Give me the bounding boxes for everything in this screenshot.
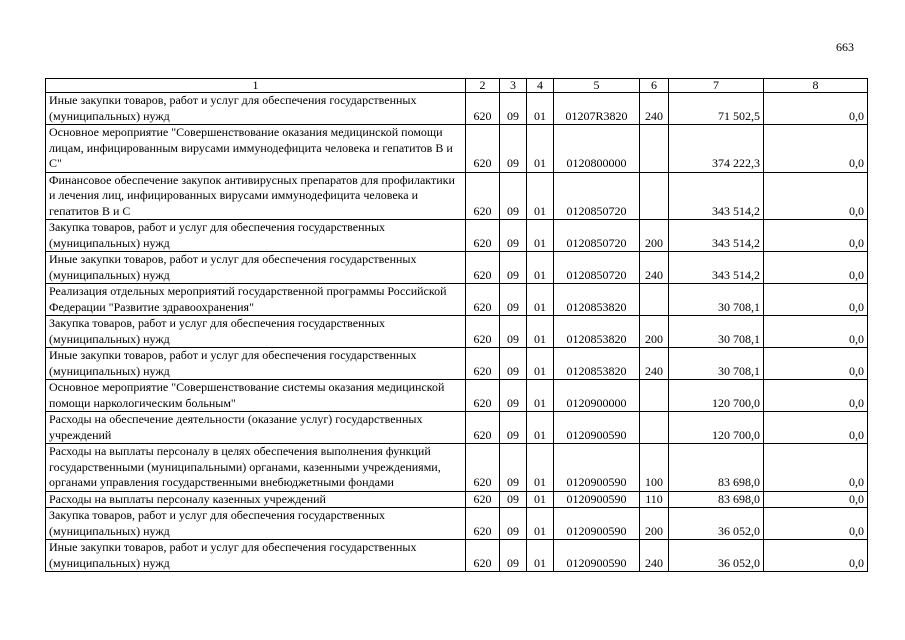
ministry-code-cell: 620 <box>466 252 500 284</box>
section-cell: 09 <box>500 508 527 540</box>
amount-cell: 71 502,5 <box>669 93 764 125</box>
subsection-cell: 01 <box>527 220 554 252</box>
ministry-code-cell: 620 <box>466 125 500 173</box>
target-article-cell: 0120853820 <box>554 284 640 316</box>
ministry-code-cell: 620 <box>466 220 500 252</box>
section-cell: 09 <box>500 93 527 125</box>
subsection-cell: 01 <box>527 412 554 444</box>
amount-cell-2: 0,0 <box>764 252 868 284</box>
ministry-code-cell: 620 <box>466 348 500 380</box>
section-cell: 09 <box>500 125 527 173</box>
ministry-code-cell: 620 <box>466 284 500 316</box>
table-row <box>46 284 868 316</box>
expense-type-cell: 110 <box>640 491 669 508</box>
subsection-cell: 01 <box>527 172 554 220</box>
ministry-code-cell: 620 <box>466 316 500 348</box>
subsection-cell: 01 <box>527 508 554 540</box>
expense-type-cell: 240 <box>640 93 669 125</box>
column-header: 5 <box>554 79 640 93</box>
row-name-cell: Иные закупки товаров, работ и услуг для обеспечения государственных (муниципальных) нужд <box>46 540 466 572</box>
subsection-cell: 01 <box>527 252 554 284</box>
subsection-cell: 01 <box>527 380 554 412</box>
row-name-cell: Финансовое обеспечение закупок антивирусных препаратов для профилактики и лечения лиц, инфицированных вирусами иммунодефицита человека и гепатитов В и С <box>46 172 466 220</box>
amount-cell-2: 0,0 <box>764 540 868 572</box>
amount-cell-2: 0,0 <box>764 125 868 173</box>
column-header: 8 <box>764 79 868 93</box>
table-row <box>46 93 868 125</box>
target-article-cell: 0120900590 <box>554 491 640 508</box>
amount-cell-2: 0,0 <box>764 316 868 348</box>
expense-type-cell: 240 <box>640 252 669 284</box>
budget-table <box>45 78 868 572</box>
row-name-cell: Иные закупки товаров, работ и услуг для обеспечения государственных (муниципальных) нужд <box>46 252 466 284</box>
ministry-code-cell: 620 <box>466 412 500 444</box>
expense-type-cell: 200 <box>640 508 669 540</box>
section-cell: 09 <box>500 412 527 444</box>
section-cell: 09 <box>500 444 527 492</box>
ministry-code-cell: 620 <box>466 444 500 492</box>
subsection-cell: 01 <box>527 540 554 572</box>
subsection-cell: 01 <box>527 348 554 380</box>
amount-cell: 120 700,0 <box>669 412 764 444</box>
table-row <box>46 348 868 380</box>
table-row <box>46 508 868 540</box>
amount-cell-2: 0,0 <box>764 93 868 125</box>
table-row <box>46 172 868 220</box>
row-name-cell: Иные закупки товаров, работ и услуг для обеспечения государственных (муниципальных) нужд <box>46 348 466 380</box>
amount-cell: 343 514,2 <box>669 220 764 252</box>
table-row <box>46 380 868 412</box>
amount-cell: 343 514,2 <box>669 252 764 284</box>
table-row <box>46 412 868 444</box>
amount-cell: 120 700,0 <box>669 380 764 412</box>
target-article-cell: 01207R3820 <box>554 93 640 125</box>
subsection-cell: 01 <box>527 125 554 173</box>
subsection-cell: 01 <box>527 93 554 125</box>
section-cell: 09 <box>500 491 527 508</box>
row-name-cell: Расходы на выплаты персоналу в целях обеспечения выполнения функций государственными (муниципальными) органами, казенными учреждениями, органами управления государственными внебюджетными фондами <box>46 444 466 492</box>
row-name-cell: Расходы на выплаты персоналу казенных учреждений <box>46 491 466 508</box>
subsection-cell: 01 <box>527 284 554 316</box>
amount-cell-2: 0,0 <box>764 284 868 316</box>
table-row <box>46 540 868 572</box>
section-cell: 09 <box>500 284 527 316</box>
section-cell: 09 <box>500 172 527 220</box>
row-name-cell: Иные закупки товаров, работ и услуг для обеспечения государственных (муниципальных) нужд <box>46 93 466 125</box>
amount-cell-2: 0,0 <box>764 508 868 540</box>
target-article-cell: 0120850720 <box>554 172 640 220</box>
subsection-cell: 01 <box>527 316 554 348</box>
section-cell: 09 <box>500 540 527 572</box>
column-header: 7 <box>669 79 764 93</box>
column-header: 1 <box>46 79 466 93</box>
target-article-cell: 0120850720 <box>554 220 640 252</box>
ministry-code-cell: 620 <box>466 491 500 508</box>
expense-type-cell <box>640 125 669 173</box>
expense-type-cell: 200 <box>640 316 669 348</box>
ministry-code-cell: 620 <box>466 380 500 412</box>
expense-type-cell: 240 <box>640 540 669 572</box>
target-article-cell: 0120853820 <box>554 348 640 380</box>
expense-type-cell <box>640 172 669 220</box>
target-article-cell: 0120900590 <box>554 540 640 572</box>
expense-type-cell <box>640 412 669 444</box>
ministry-code-cell: 620 <box>466 508 500 540</box>
amount-cell-2: 0,0 <box>764 412 868 444</box>
amount-cell: 83 698,0 <box>669 444 764 492</box>
table-header-row <box>46 79 868 93</box>
amount-cell-2: 0,0 <box>764 491 868 508</box>
row-name-cell: Закупка товаров, работ и услуг для обеспечения государственных (муниципальных) нужд <box>46 508 466 540</box>
section-cell: 09 <box>500 348 527 380</box>
amount-cell-2: 0,0 <box>764 220 868 252</box>
amount-cell: 30 708,1 <box>669 284 764 316</box>
table-row <box>46 444 868 492</box>
expense-type-cell: 100 <box>640 444 669 492</box>
table-row <box>46 220 868 252</box>
expense-type-cell <box>640 380 669 412</box>
amount-cell-2: 0,0 <box>764 172 868 220</box>
section-cell: 09 <box>500 380 527 412</box>
table-row <box>46 316 868 348</box>
target-article-cell: 0120800000 <box>554 125 640 173</box>
column-header: 3 <box>500 79 527 93</box>
amount-cell-2: 0,0 <box>764 444 868 492</box>
target-article-cell: 0120900590 <box>554 444 640 492</box>
row-name-cell: Основное мероприятие "Совершенствование оказания медицинской помощи лицам, инфицированным вирусами иммунодефицита человека и гепатитов В и С" <box>46 125 466 173</box>
amount-cell: 36 052,0 <box>669 508 764 540</box>
column-header: 6 <box>640 79 669 93</box>
table-row <box>46 491 868 508</box>
expense-type-cell: 240 <box>640 348 669 380</box>
target-article-cell: 0120900000 <box>554 380 640 412</box>
amount-cell: 83 698,0 <box>669 491 764 508</box>
ministry-code-cell: 620 <box>466 93 500 125</box>
target-article-cell: 0120853820 <box>554 316 640 348</box>
row-name-cell: Закупка товаров, работ и услуг для обеспечения государственных (муниципальных) нужд <box>46 220 466 252</box>
page-number: 663 <box>836 40 854 54</box>
amount-cell: 343 514,2 <box>669 172 764 220</box>
amount-cell: 30 708,1 <box>669 348 764 380</box>
ministry-code-cell: 620 <box>466 172 500 220</box>
amount-cell-2: 0,0 <box>764 380 868 412</box>
section-cell: 09 <box>500 252 527 284</box>
amount-cell: 30 708,1 <box>669 316 764 348</box>
row-name-cell: Реализация отдельных мероприятий государственной программы Российской Федерации "Развитие здравоохранения" <box>46 284 466 316</box>
expense-type-cell <box>640 284 669 316</box>
column-header: 4 <box>527 79 554 93</box>
subsection-cell: 01 <box>527 491 554 508</box>
row-name-cell: Расходы на обеспечение деятельности (оказание услуг) государственных учреждений <box>46 412 466 444</box>
amount-cell: 374 222,3 <box>669 125 764 173</box>
column-header: 2 <box>466 79 500 93</box>
section-cell: 09 <box>500 220 527 252</box>
row-name-cell: Закупка товаров, работ и услуг для обеспечения государственных (муниципальных) нужд <box>46 316 466 348</box>
section-cell: 09 <box>500 316 527 348</box>
table-row <box>46 125 868 173</box>
amount-cell: 36 052,0 <box>669 540 764 572</box>
expense-type-cell: 200 <box>640 220 669 252</box>
subsection-cell: 01 <box>527 444 554 492</box>
ministry-code-cell: 620 <box>466 540 500 572</box>
target-article-cell: 0120900590 <box>554 412 640 444</box>
table-row <box>46 252 868 284</box>
target-article-cell: 0120850720 <box>554 252 640 284</box>
amount-cell-2: 0,0 <box>764 348 868 380</box>
target-article-cell: 0120900590 <box>554 508 640 540</box>
row-name-cell: Основное мероприятие "Совершенствование системы оказания медицинской помощи наркологическим больным" <box>46 380 466 412</box>
